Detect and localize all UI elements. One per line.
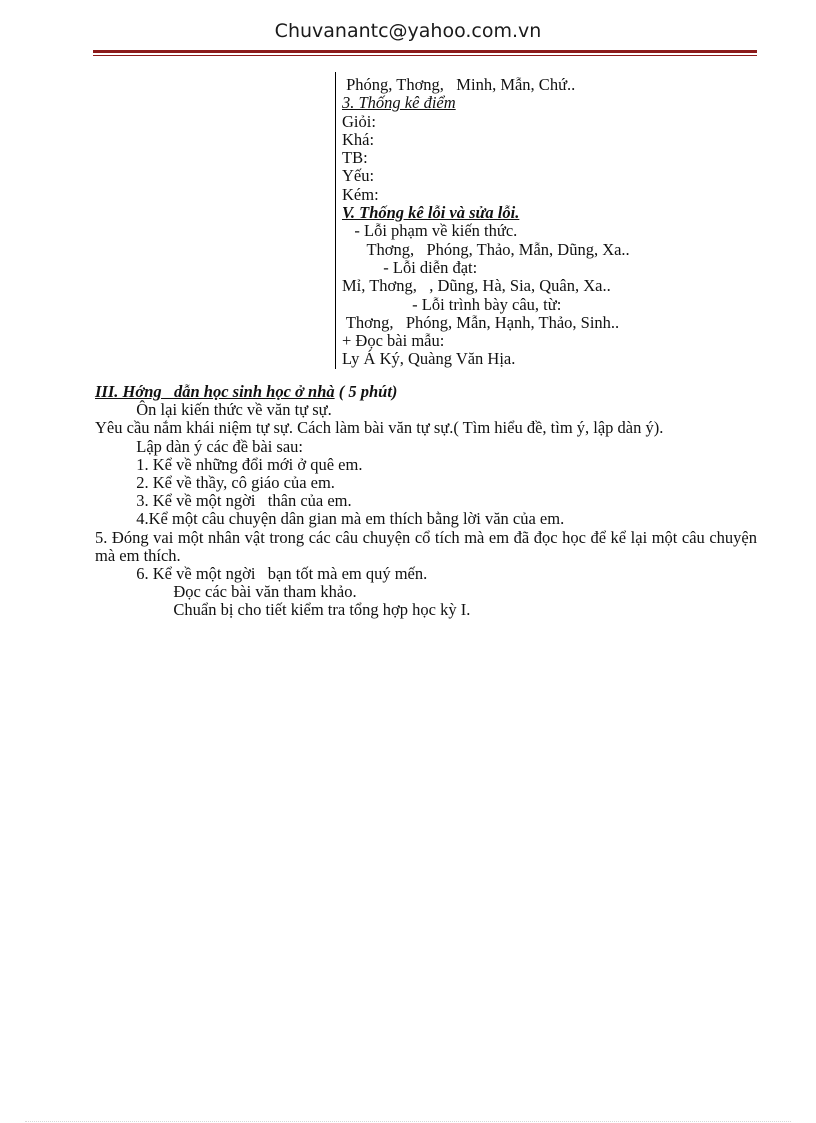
homework-duration: ( 5 phút) <box>334 382 398 401</box>
header-email: Chuvanantc@yahoo.com.vn <box>274 20 542 42</box>
homework-review: Ôn lại kiến thức về văn tự sự. <box>95 400 332 420</box>
grade-tb: TB: <box>342 148 368 168</box>
names-line: Phóng, Thơng, Minh, Mẫn, Chứ.. <box>342 75 576 94</box>
homework-prepare: Chuẩn bị cho tiết kiểm tra tổng hợp học kỳ I. <box>95 600 471 620</box>
homework-title-text: III. Hớng dẫn học sinh học ở nhà <box>95 382 335 401</box>
homework-topic-6: 6. Kể về một ngời bạn tốt mà em quý mến. <box>95 564 428 584</box>
homework-topic: 3. Kể về một ngời thân của em. <box>95 491 352 511</box>
right-column <box>342 76 762 369</box>
header-rule-thin <box>93 55 757 56</box>
errors-line: Thơng, Phóng, Thảo, Mẫn, Dũng, Xa.. <box>342 239 630 259</box>
homework-topic-5: 5. Đóng vai một nhân vật trong các câu chuyện cổ tích mà em đã đọc học để kể lại một câu chuyện mà em thích. <box>95 527 757 565</box>
errors-title: V. Thống kê lỗi và sửa lỗi. <box>342 203 520 223</box>
homework-reading: Đọc các bài văn tham khảo. <box>95 582 357 602</box>
homework-topic: 1. Kể về những đổi mới ở quê em. <box>95 454 363 474</box>
errors-line: - Lỗi phạm về kiến thức. <box>342 221 518 241</box>
grade-kem: Kém: <box>342 184 379 204</box>
homework-outline-intro: Lập dàn ý các đề bài sau: <box>95 436 304 456</box>
header-rule-thick <box>93 50 757 53</box>
homework-topic: 4.Kể một câu chuyện dân gian mà em thích bằng lời văn của em. <box>95 509 565 529</box>
stats-title: 3. Thống kê điểm <box>342 93 456 113</box>
errors-line: Ly Á Ký, Quàng Văn Hịa. <box>342 349 516 369</box>
grade-gioi: Giỏi: <box>342 111 376 131</box>
bottom-border <box>25 1121 791 1122</box>
homework-title <box>95 383 757 401</box>
grade-yeu: Yếu: <box>342 166 375 186</box>
errors-line: - Lỗi diễn đạt: <box>342 257 478 277</box>
errors-line: Thơng, Phóng, Mẫn, Hạnh, Thảo, Sinh.. <box>342 312 620 332</box>
homework-topic: 2. Kể về thầy, cô giáo của em. <box>95 473 335 493</box>
grade-kha: Khá: <box>342 129 375 149</box>
homework-requirement: Yêu cầu nắm khái niệm tự sự. Cách làm bài văn tự sự.( Tìm hiểu đề, tìm ý, lập dàn ý). <box>95 418 664 438</box>
errors-line: - Lỗi trình bày câu, từ: <box>342 294 562 314</box>
errors-line: Mỉ, Thơng, , Dũng, Hà, Sia, Quân, Xa.. <box>342 276 611 296</box>
errors-line: + Đọc bài mẫu: <box>342 331 445 351</box>
homework-section <box>95 383 757 620</box>
column-divider <box>335 72 336 369</box>
